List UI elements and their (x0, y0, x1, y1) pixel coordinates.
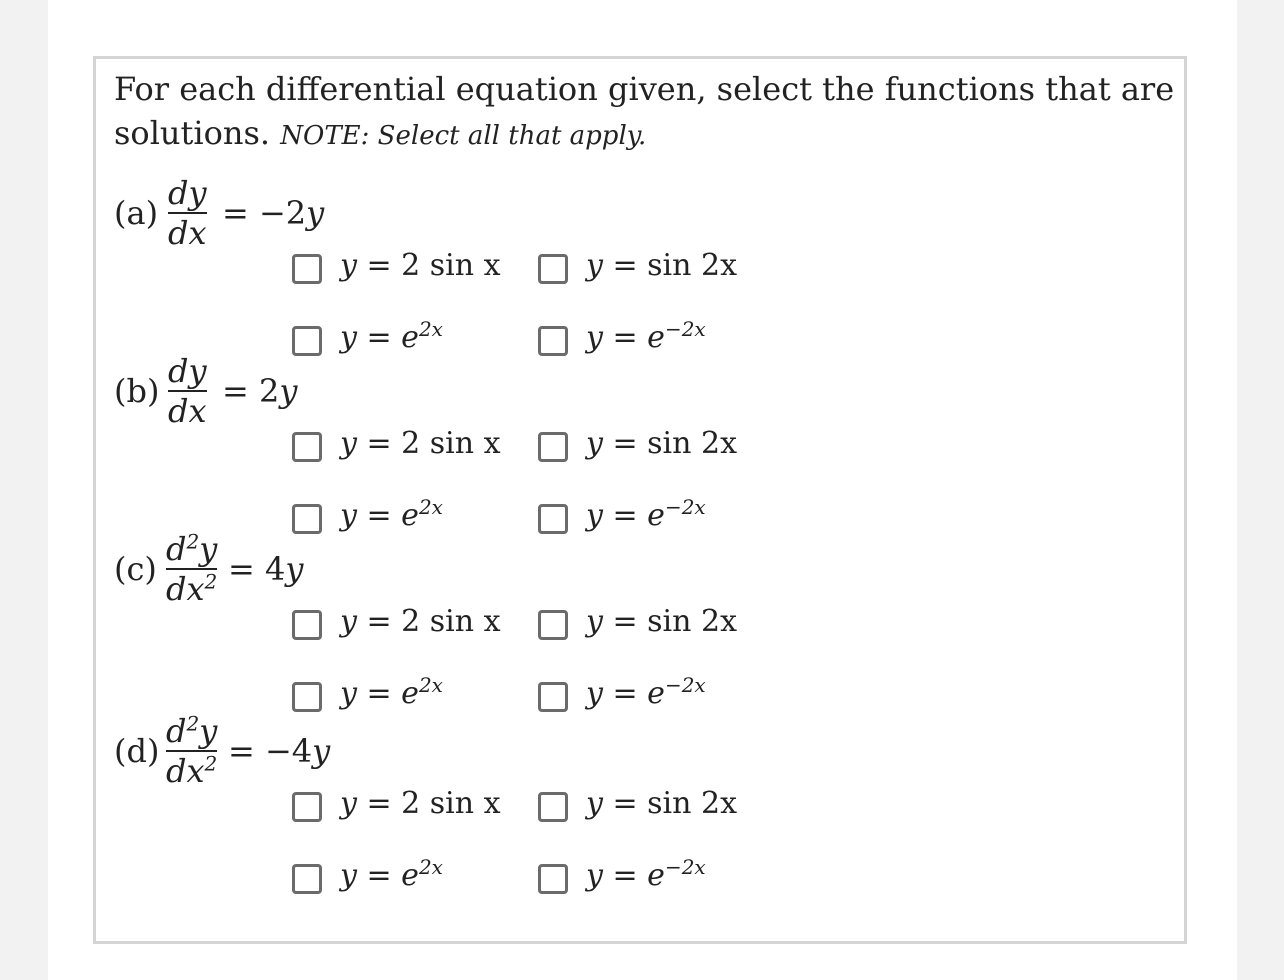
answer-checkbox[interactable] (292, 432, 322, 462)
answer-option-label: $y = e^{2x}$ (340, 317, 443, 355)
derivative-fraction (168, 354, 207, 428)
answer-option-label: $y = e^{2x}$ (340, 673, 443, 711)
answer-checkbox[interactable] (538, 682, 568, 712)
part-label: (a) (114, 194, 159, 232)
equation-rhs: = −4y (228, 732, 331, 770)
part-label: (d) (114, 732, 160, 770)
fraction-numerator: dy (168, 174, 207, 212)
answer-checkbox[interactable] (538, 432, 568, 462)
fraction-denominator: $dx^2$ (166, 569, 218, 608)
answer-option-label: $y = e^{-2x}$ (586, 317, 706, 355)
fraction-numerator: $d^2y$ (166, 529, 218, 568)
instructions-text: solutions. (114, 114, 271, 152)
equation-rhs: = 4y (228, 550, 304, 588)
answer-checkbox[interactable] (292, 610, 322, 640)
equation-rhs: = 2y (222, 372, 298, 410)
answer-checkbox[interactable] (292, 254, 322, 284)
instructions-note: NOTE: Select all that apply. (280, 121, 647, 151)
answer-checkbox[interactable] (538, 504, 568, 534)
answer-option-label: $y = e^{2x}$ (340, 855, 443, 893)
answer-checkbox[interactable] (538, 610, 568, 640)
derivative-fraction (166, 529, 218, 608)
answer-checkbox[interactable] (292, 792, 322, 822)
fraction-denominator: dx (168, 214, 207, 252)
answer-option-label: y = sin 2x (586, 426, 738, 461)
answer-option-label: y = sin 2x (586, 248, 738, 283)
answer-option-label: y = sin 2x (586, 604, 738, 639)
answer-option-label: $y = e^{2x}$ (340, 495, 443, 533)
answer-option-label: $y = e^{-2x}$ (586, 495, 706, 533)
answer-checkbox[interactable] (292, 864, 322, 894)
answer-option-label: y = 2 sin x (340, 248, 501, 283)
answer-checkbox[interactable] (538, 864, 568, 894)
answer-option-label: y = 2 sin x (340, 426, 501, 461)
part-label: (b) (114, 372, 160, 410)
answer-checkbox[interactable] (292, 682, 322, 712)
derivative-fraction (168, 176, 207, 250)
instructions-line-1: For each differential equation given, select the functions that are (114, 70, 1175, 108)
equation-rhs: = −2y (222, 194, 325, 232)
answer-option-label: y = sin 2x (586, 786, 738, 821)
derivative-fraction (166, 711, 218, 790)
fraction-numerator: dy (168, 352, 207, 390)
instructions-line-2 (114, 114, 646, 152)
answer-checkbox[interactable] (292, 326, 322, 356)
part-label: (c) (114, 550, 157, 588)
answer-checkbox[interactable] (538, 792, 568, 822)
answer-checkbox[interactable] (538, 326, 568, 356)
fraction-denominator: $dx^2$ (166, 751, 218, 790)
answer-option-label: y = 2 sin x (340, 786, 501, 821)
answer-option-label: $y = e^{-2x}$ (586, 855, 706, 893)
answer-checkbox[interactable] (538, 254, 568, 284)
answer-checkbox[interactable] (292, 504, 322, 534)
answer-option-label: y = 2 sin x (340, 604, 501, 639)
fraction-numerator: $d^2y$ (166, 711, 218, 750)
answer-option-label: $y = e^{-2x}$ (586, 673, 706, 711)
fraction-denominator: dx (168, 392, 207, 430)
